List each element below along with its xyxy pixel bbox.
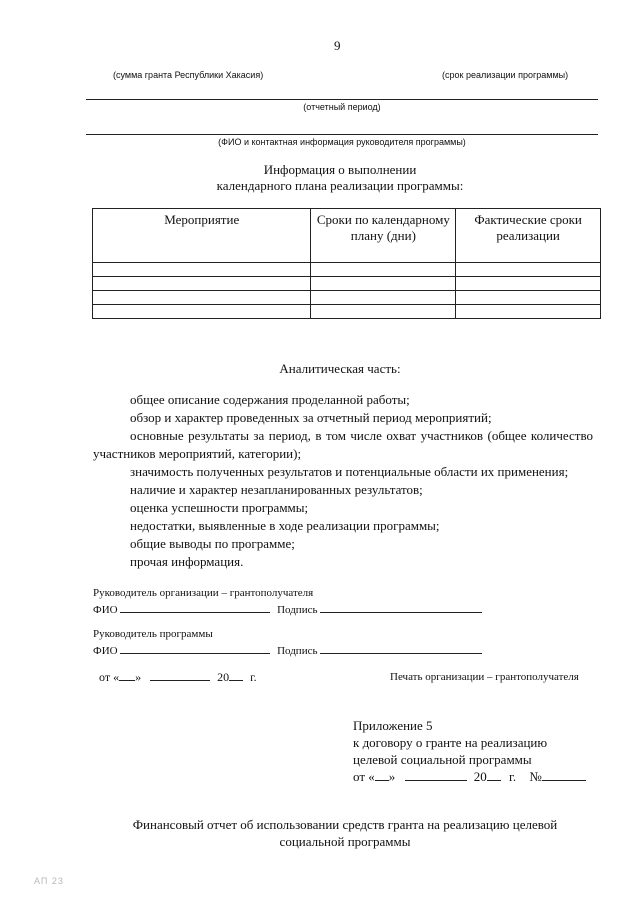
appendix-number-field[interactable] bbox=[542, 769, 586, 781]
date-month-field[interactable] bbox=[150, 669, 210, 681]
appendix-date-row bbox=[353, 768, 586, 785]
list-item: наличие и характер незапланированных результатов; bbox=[130, 482, 423, 497]
org-head-label: Руководитель организации – грантополучателя bbox=[93, 587, 314, 599]
appendix-month-field[interactable] bbox=[405, 769, 467, 781]
program-head-fio-row bbox=[93, 642, 482, 658]
signature-date-row bbox=[99, 669, 257, 685]
table-cell bbox=[93, 291, 311, 305]
appendix-year-suffix: г. bbox=[509, 769, 517, 784]
date-mid: » bbox=[135, 670, 142, 684]
table-cell bbox=[456, 263, 601, 277]
fio-label: ФИО bbox=[93, 604, 118, 616]
appendix-date-mid: » bbox=[388, 769, 396, 784]
table-row bbox=[93, 277, 601, 291]
calendar-plan-table bbox=[92, 208, 601, 319]
appendix-line1: Приложение 5 bbox=[353, 718, 433, 733]
appendix-block bbox=[353, 717, 586, 785]
info-title-line2: календарного плана реализации программы: bbox=[216, 178, 464, 193]
col-planned-terms: Сроки по календарному плану (дни) bbox=[311, 209, 456, 263]
reporting-period-line bbox=[86, 99, 598, 100]
list-item: недостатки, выявленные в ходе реализации программы; bbox=[130, 518, 440, 533]
list-item: значимость полученных результатов и потенциальные области их применения; bbox=[130, 464, 569, 479]
grant-sum-caption: (сумма гранта Республики Хакасия) bbox=[113, 70, 264, 80]
financial-title-line2: социальной программы bbox=[279, 834, 411, 849]
table-cell bbox=[456, 305, 601, 319]
list-item: обзор и характер проведенных за отчетный период мероприятий; bbox=[130, 410, 492, 425]
col-activity: Мероприятие bbox=[93, 209, 311, 263]
analytic-list bbox=[93, 391, 593, 571]
signature-label: Подпись bbox=[277, 645, 318, 657]
appendix-year-field[interactable] bbox=[487, 769, 501, 781]
manager-caption: (ФИО и контактная информация руководителя программы) bbox=[218, 137, 466, 147]
list-item: прочая информация. bbox=[130, 554, 244, 569]
fio-field[interactable] bbox=[120, 601, 270, 613]
table-header-row bbox=[93, 209, 601, 263]
footer-stamp: АП 23 bbox=[34, 876, 64, 886]
signature-label: Подпись bbox=[277, 604, 318, 616]
list-item: общие выводы по программе; bbox=[130, 536, 295, 551]
financial-title bbox=[60, 816, 630, 850]
table-cell bbox=[311, 291, 456, 305]
appendix-line2: к договору о гранте на реализацию bbox=[353, 735, 548, 750]
date-year-prefix: 20 bbox=[217, 670, 230, 684]
signature-field[interactable] bbox=[320, 642, 482, 654]
date-year-field[interactable] bbox=[229, 669, 243, 681]
list-item: оценка успешности программы; bbox=[130, 500, 309, 515]
date-prefix: от « bbox=[99, 670, 120, 684]
fio-field[interactable] bbox=[120, 642, 270, 654]
table-cell bbox=[93, 305, 311, 319]
appendix-line3: целевой социальной программы bbox=[353, 752, 532, 767]
date-year-suffix: г. bbox=[250, 670, 257, 684]
reporting-period-caption: (отчетный период) bbox=[303, 102, 381, 112]
page-number: 9 bbox=[334, 38, 341, 53]
financial-title-line1: Финансовый отчет об использовании средств гранта на реализацию целевой bbox=[132, 817, 558, 832]
appendix-day-field[interactable] bbox=[375, 769, 389, 781]
table-cell bbox=[93, 263, 311, 277]
stamp-label: Печать организации – грантополучателя bbox=[390, 671, 579, 683]
table-cell bbox=[311, 277, 456, 291]
table-row bbox=[93, 263, 601, 277]
col-actual-terms: Фактические сроки реализации bbox=[456, 209, 601, 263]
table-cell bbox=[93, 277, 311, 291]
manager-line bbox=[86, 134, 598, 135]
info-title-line1: Информация о выполнении bbox=[263, 162, 417, 177]
program-term-caption: (срок реализации программы) bbox=[442, 70, 569, 80]
list-item: основные результаты за период, в том числе охват участников (общее количество участников мероприятий, категории); bbox=[93, 428, 593, 461]
program-head-label: Руководитель программы bbox=[93, 628, 213, 640]
signature-field[interactable] bbox=[320, 601, 482, 613]
date-day-field[interactable] bbox=[119, 669, 135, 681]
appendix-date-prefix: от « bbox=[353, 769, 375, 784]
table-row bbox=[93, 291, 601, 305]
table-cell bbox=[311, 305, 456, 319]
appendix-number-sign: № bbox=[529, 769, 542, 784]
table-row bbox=[93, 305, 601, 319]
list-item: общее описание содержания проделанной работы; bbox=[130, 392, 410, 407]
org-head-fio-row bbox=[93, 601, 482, 617]
table-cell bbox=[311, 263, 456, 277]
analytic-title: Аналитическая часть: bbox=[279, 361, 401, 376]
fio-label: ФИО bbox=[93, 645, 118, 657]
info-title bbox=[180, 162, 500, 194]
table-cell bbox=[456, 277, 601, 291]
appendix-year-prefix: 20 bbox=[473, 769, 487, 784]
table-cell bbox=[456, 291, 601, 305]
